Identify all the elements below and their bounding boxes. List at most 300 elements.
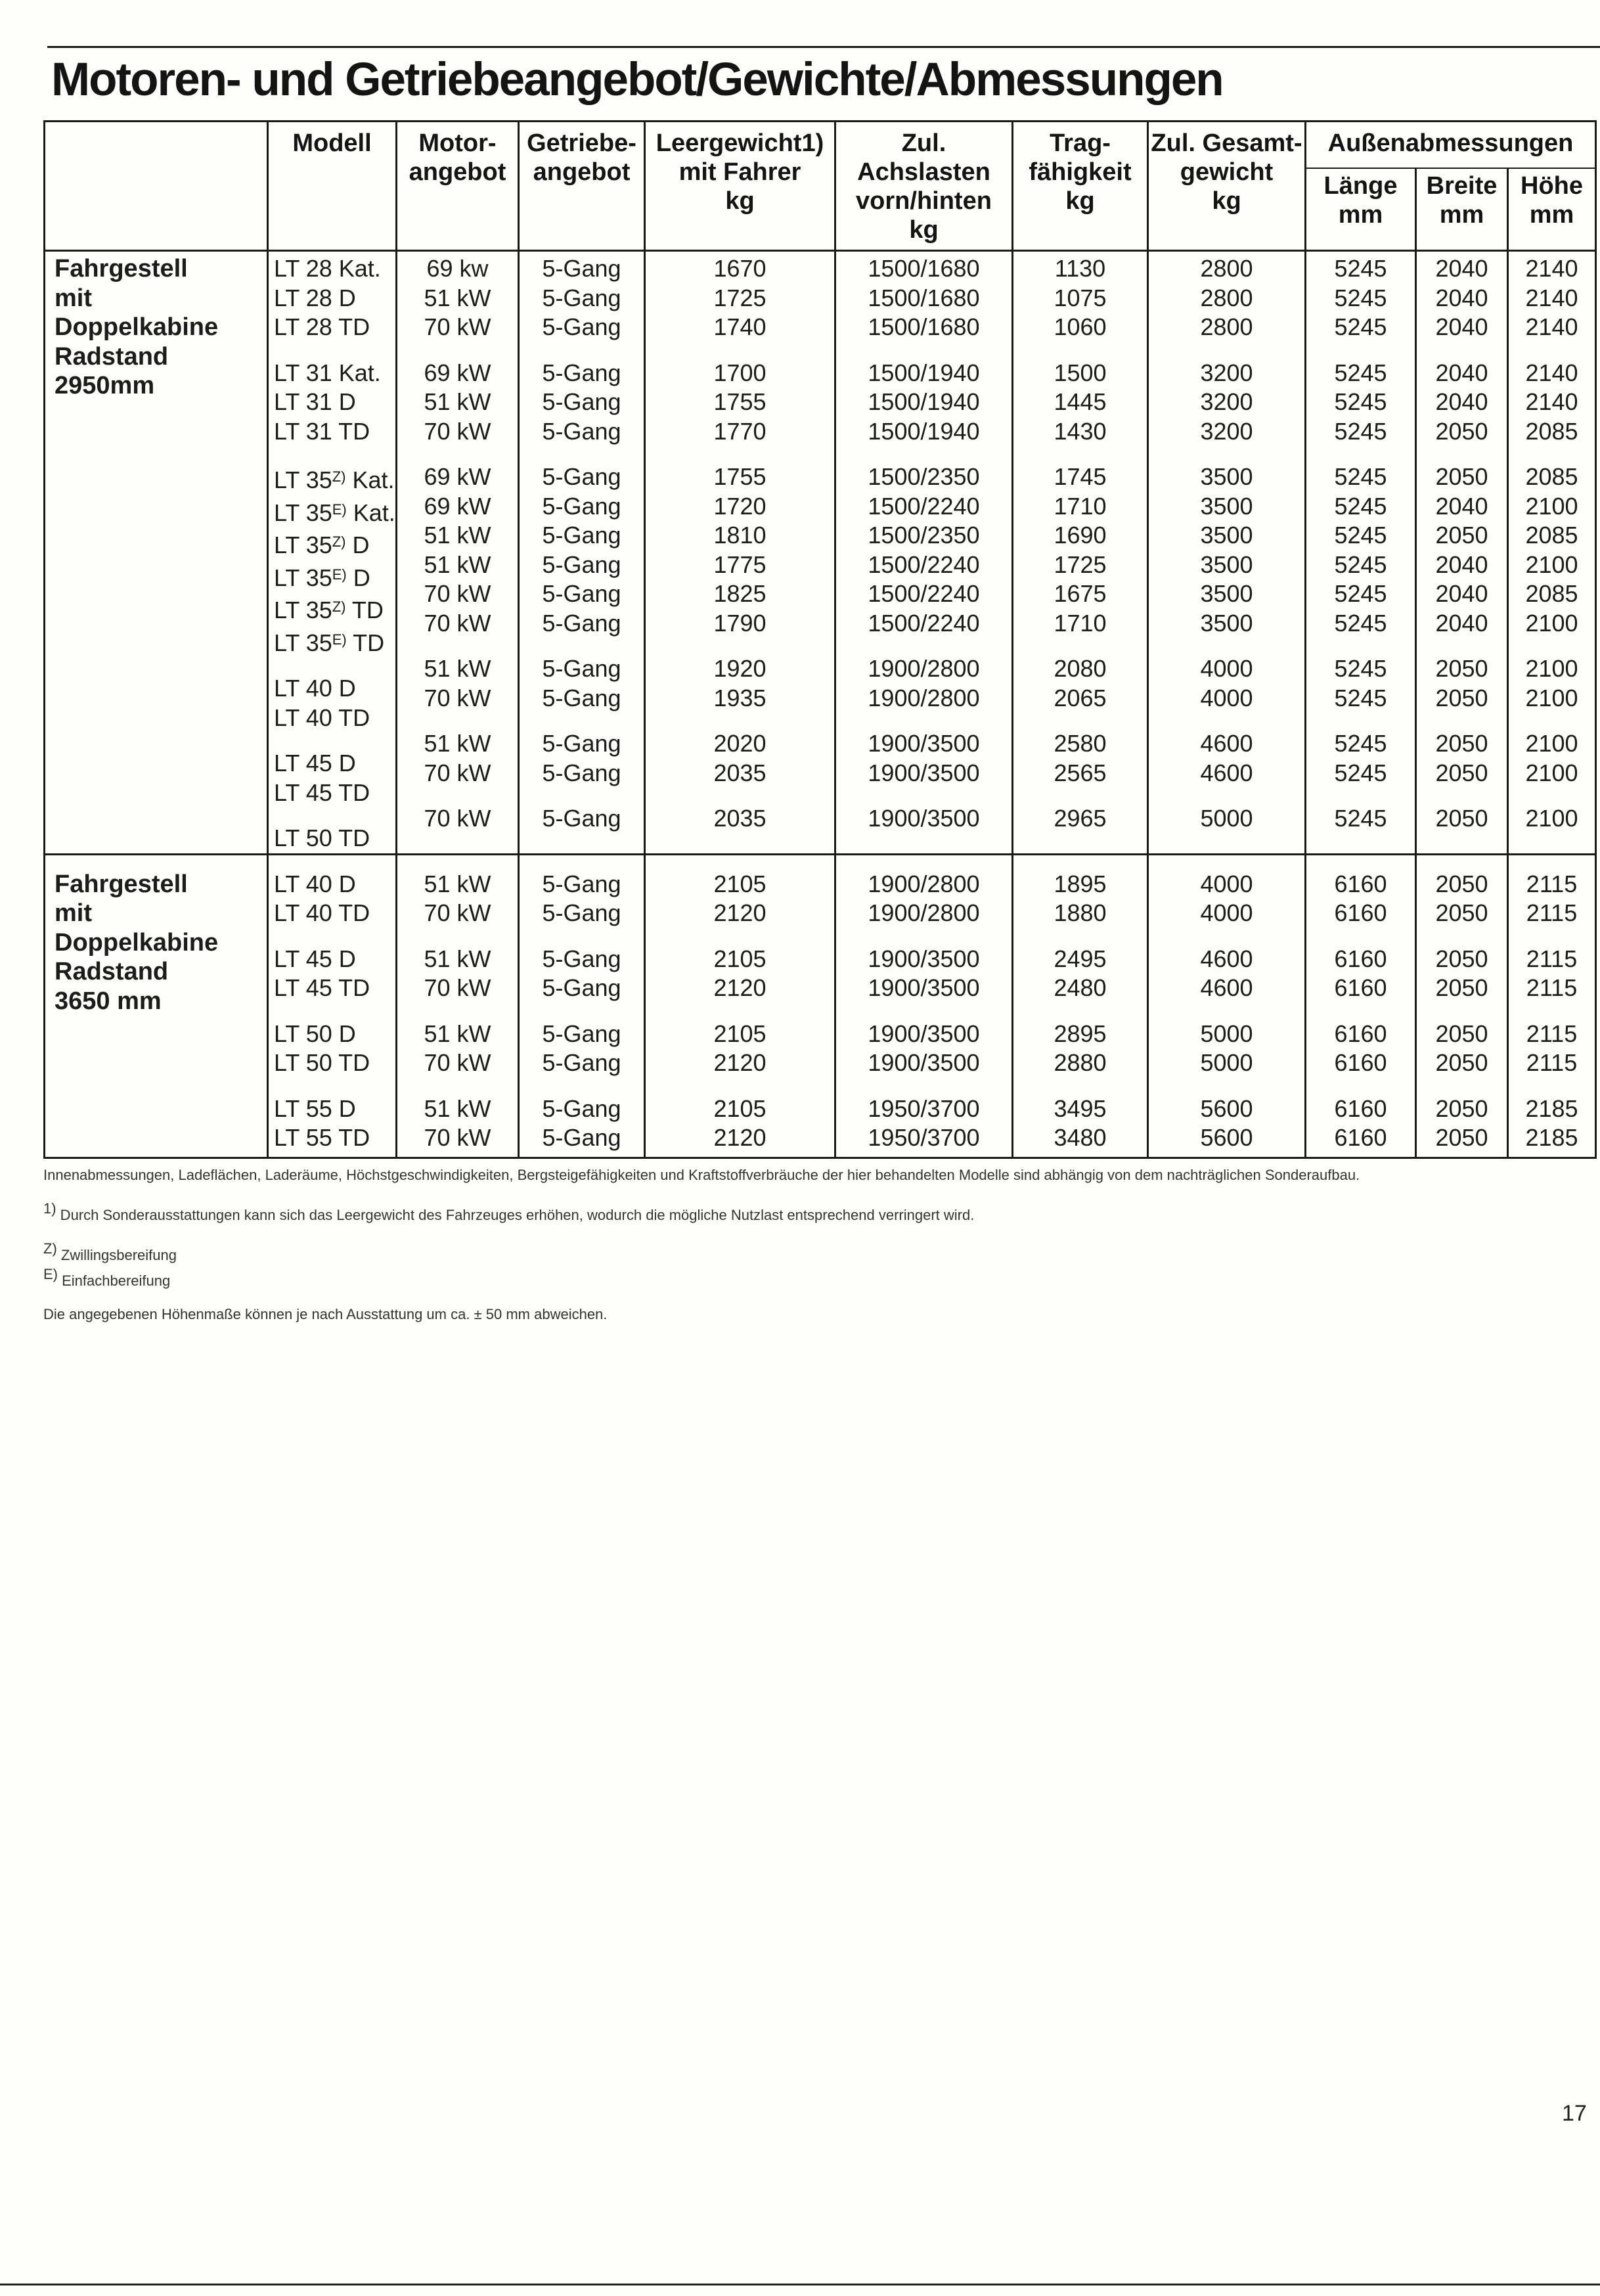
value: 2020 [713,730,767,757]
value: 51 kW [424,284,491,311]
value: 1700 [713,359,767,386]
value: 5-Gang [542,388,621,415]
header-row [45,122,1596,169]
value: 51 kW [424,1094,491,1122]
value: 2185 [1525,1094,1578,1122]
model-label: LT 45 D [274,945,356,972]
value: 1825 [713,580,767,607]
value: 1880 [1054,899,1107,926]
value: 6160 [1334,870,1387,897]
value: 2120 [713,1049,767,1076]
value: 5245 [1334,805,1387,832]
value: 5-Gang [542,463,621,490]
value: 5000 [1200,1020,1253,1047]
value: 6160 [1334,899,1387,926]
motor-cell [397,854,519,1158]
value: 2040 [1435,313,1488,340]
value: 2800 [1200,255,1253,282]
model-label: LT 55 TD [274,1124,370,1151]
value: 2495 [1054,945,1107,972]
model-cell [268,854,397,1158]
value: 2120 [713,1124,767,1151]
header-breite: Breite mm [1416,168,1508,250]
model-label: LT 35$^{Z)}$ D [274,531,370,558]
model-label: LT 28 Kat. [274,255,381,282]
note-zwillingsbereifung: $^{Z)}$ Zwillingsbereifung [43,1240,177,1263]
value: 1500/1940 [868,359,980,386]
section-row [45,854,1596,1158]
value: 51 kW [424,870,491,897]
value: 5245 [1334,522,1387,549]
model-label: LT 40 D [274,675,356,702]
value: 2105 [713,945,767,972]
value: 51 kW [424,730,491,757]
value: 1725 [713,284,767,311]
header-gesamtgewicht: Zul. Gesamt- gewicht kg [1148,122,1306,251]
model-cell [268,251,397,855]
value: 51 kW [424,655,491,682]
value: 6160 [1334,1124,1387,1151]
tragfaehigkeit-cell [1013,854,1148,1158]
value: 3200 [1200,388,1253,415]
value: 2115 [1526,899,1578,926]
value: 1430 [1054,417,1107,445]
value: 4000 [1200,655,1253,682]
value: 2100 [1525,655,1578,682]
note-leergewicht: $^{1)}$ Durch Sonderausstattungen kann sich das Leergewicht des Fahrzeuges erhöhen, wodurch die mögliche Nutzlast entsprechend verringert wird. [43,1200,975,1223]
model-label: LT 35$^{Z)}$ TD [274,597,384,623]
value: 2140 [1525,388,1578,415]
value: 2085 [1525,580,1578,607]
value: 5-Gang [542,255,621,282]
value: 5245 [1334,255,1387,282]
bottom-rule [0,2284,1600,2285]
value: 5-Gang [542,945,621,972]
value: 5-Gang [542,522,621,549]
value: 2050 [1435,655,1488,682]
value: 2050 [1435,1049,1488,1076]
value: 2565 [1054,759,1107,786]
value: 1755 [713,463,767,490]
value: 2140 [1525,313,1578,340]
value: 4600 [1200,974,1253,1001]
value: 5-Gang [542,580,621,607]
value: 1500/2240 [868,580,980,607]
model-label: LT 40 TD [274,704,370,731]
model-label: LT 31 TD [274,417,370,445]
value: 1900/2800 [868,870,980,897]
value: 51 kW [424,1020,491,1047]
top-rule [47,46,1600,48]
model-label: LT 55 D [274,1094,356,1122]
value: 3500 [1200,580,1253,607]
value: 1950/3700 [868,1124,980,1151]
value: 2480 [1054,974,1107,1001]
value: 2040 [1435,492,1488,520]
value: 2120 [713,899,767,926]
value: 5245 [1334,463,1387,490]
breite-cell [1416,854,1508,1158]
value: 1900/2800 [868,684,980,711]
header-tragfaehigkeit: Trag- fähigkeit kg [1013,122,1148,251]
gesamtgewicht-cell [1148,854,1306,1158]
value: 5-Gang [542,655,621,682]
value: 2120 [713,974,767,1001]
value: 70 kW [424,313,491,340]
value: 1670 [713,255,767,282]
value: 5245 [1334,492,1387,520]
value: 6160 [1334,1094,1387,1122]
value: 6160 [1334,974,1387,1001]
value: 2105 [713,1020,767,1047]
value: 5600 [1200,1124,1253,1151]
value: 2040 [1435,255,1488,282]
value: 2140 [1525,284,1578,311]
value: 2050 [1435,417,1488,445]
value: 70 kW [424,609,491,637]
value: 5-Gang [542,730,621,757]
value: 4600 [1200,945,1253,972]
value: 2895 [1054,1020,1107,1047]
header-hoehe: Höhe mm [1508,168,1596,250]
value: 5245 [1334,609,1387,637]
value: 2185 [1525,1124,1578,1151]
value: 5-Gang [542,684,621,711]
section-label: Fahrgestell mit Doppelkabine Radstand 3650 mm [45,854,268,1158]
value: 2085 [1525,417,1578,445]
value: 2100 [1525,609,1578,637]
footnotes [43,1165,1580,1324]
value: 70 kW [424,580,491,607]
model-label: LT 45 TD [274,974,370,1001]
value: 69 kW [424,463,491,490]
value: 69 kw [426,255,489,282]
value: 1900/3500 [868,945,980,972]
value: 2080 [1054,655,1107,682]
laenge-cell [1306,854,1416,1158]
value: 70 kW [424,684,491,711]
value: 1810 [713,522,767,549]
page-number: 17 [1562,2101,1587,2126]
value: 1900/3500 [868,1049,980,1076]
value: 2100 [1525,759,1578,786]
value: 1500/1940 [868,417,980,445]
value: 1740 [713,313,767,340]
tragfaehigkeit-cell [1013,251,1148,855]
value: 70 kW [424,1049,491,1076]
value: 5245 [1334,580,1387,607]
value: 3500 [1200,551,1253,578]
value: 1775 [713,551,767,578]
value: 1790 [713,609,767,637]
header-aussenabmessungen: Außenabmessungen [1306,122,1596,169]
value: 1900/3500 [868,974,980,1001]
value: 3500 [1200,492,1253,520]
value: 2800 [1200,313,1253,340]
getriebe-cell [519,251,645,855]
value: 6160 [1334,1049,1387,1076]
value: 2050 [1435,1020,1488,1047]
value: 1895 [1054,870,1107,897]
value: 2800 [1200,284,1253,311]
value: 1935 [713,684,767,711]
value: 5-Gang [542,759,621,786]
value: 4600 [1200,730,1253,757]
value: 2140 [1525,255,1578,282]
section-row [45,251,1596,855]
value: 5000 [1200,1049,1253,1076]
value: 2050 [1435,522,1488,549]
value: 5-Gang [542,1020,621,1047]
value: 3500 [1200,609,1253,637]
value: 1500/2240 [868,492,980,520]
value: 1745 [1054,463,1107,490]
note-general: Innenabmessungen, Ladeflächen, Laderäume, Höchstgeschwindigkeiten, Bergsteigefähigkeiten und Kraftstoffverbräuche der hier behandelten Modelle sind abhängig von dem nachträglichen Sonderaufbau. [43,1167,1360,1183]
value: 1710 [1054,492,1107,520]
value: 2580 [1054,730,1107,757]
value: 2880 [1054,1049,1107,1076]
value: 3495 [1054,1094,1107,1122]
leergewicht-cell [645,854,835,1158]
value: 1900/3500 [868,730,980,757]
value: 6160 [1334,1020,1387,1047]
value: 1900/3500 [868,805,980,832]
section-label: Fahrgestell mit Doppelkabine Radstand 2950mm [45,251,268,855]
value: 2050 [1435,974,1488,1001]
note-einfachbereifung: $^{E)}$ Einfachbereifung [43,1266,171,1289]
value: 5-Gang [542,284,621,311]
value: 2040 [1435,284,1488,311]
value: 2050 [1435,1094,1488,1122]
value: 2050 [1435,463,1488,490]
value: 5-Gang [542,974,621,1001]
model-label: LT 45 TD [274,778,370,806]
value: 1500/1680 [868,284,980,311]
value: 70 kW [424,1124,491,1151]
value: 5245 [1334,359,1387,386]
section-radstand-3650 [45,854,1596,1158]
value: 2100 [1525,684,1578,711]
value: 5-Gang [542,870,621,897]
model-label: LT 35$^{E)}$ Kat. [274,499,395,526]
value: 1060 [1054,313,1107,340]
value: 5600 [1200,1094,1253,1122]
value: 5-Gang [542,313,621,340]
value: 2085 [1525,522,1578,549]
header-modell: Modell [268,122,397,251]
value: 2115 [1526,974,1578,1001]
value: 2105 [713,870,767,897]
value: 3480 [1054,1124,1107,1151]
value: 1710 [1054,609,1107,637]
value: 1075 [1054,284,1107,311]
value: 2040 [1435,388,1488,415]
value: 2100 [1525,551,1578,578]
value: 1500/2350 [868,463,980,490]
laenge-cell [1306,251,1416,855]
value: 1445 [1054,388,1107,415]
model-label: LT 50 TD [274,1049,370,1076]
value: 2050 [1435,684,1488,711]
model-label: LT 40 TD [274,899,370,926]
value: 2100 [1525,805,1578,832]
value: 2105 [713,1094,767,1122]
value: 1900/2800 [868,899,980,926]
model-label: LT 50 TD [274,824,370,851]
value: 5245 [1334,313,1387,340]
hoehe-cell [1508,251,1596,855]
value: 1500/1680 [868,313,980,340]
value: 2040 [1435,551,1488,578]
value: 6160 [1334,945,1387,972]
header-leergewicht: Leergewicht1) mit Fahrer kg [645,122,835,251]
value: 2085 [1525,463,1578,490]
value: 70 kW [424,974,491,1001]
header-empty [45,122,268,251]
value: 51 kW [424,388,491,415]
value: 70 kW [424,417,491,445]
gesamtgewicht-cell [1148,251,1306,855]
leergewicht-cell [645,251,835,855]
value: 5-Gang [542,805,621,832]
value: 51 kW [424,522,491,549]
value: 1500/1940 [868,388,980,415]
value: 1500/2240 [868,609,980,637]
value: 2035 [713,805,767,832]
value: 1770 [713,417,767,445]
value: 2050 [1435,1124,1488,1151]
model-label: LT 35$^{E)}$ D [274,564,370,591]
value: 5245 [1334,655,1387,682]
value: 5-Gang [542,609,621,637]
value: 5-Gang [542,1049,621,1076]
value: 3200 [1200,417,1253,445]
value: 2050 [1435,870,1488,897]
value: 1725 [1054,551,1107,578]
value: 5-Gang [542,899,621,926]
value: 2050 [1435,759,1488,786]
value: 2050 [1435,899,1488,926]
value: 1900/2800 [868,655,980,682]
motor-cell [397,251,519,855]
value: 1900/3500 [868,1020,980,1047]
value: 5245 [1334,730,1387,757]
note-hoehenmasse: Die angegebenen Höhenmaße können je nach Ausstattung um ca. ± 50 mm abweichen. [43,1306,608,1322]
value: 70 kW [424,759,491,786]
value: 5000 [1200,805,1253,832]
value: 5-Gang [542,359,621,386]
model-label: LT 31 D [274,388,356,415]
value: 5-Gang [542,1124,621,1151]
value: 1690 [1054,522,1107,549]
value: 5245 [1334,388,1387,415]
value: 1500/2350 [868,522,980,549]
value: 1920 [713,655,767,682]
model-label: LT 40 D [274,870,356,897]
value: 5-Gang [542,551,621,578]
hoehe-cell [1508,854,1596,1158]
value: 5245 [1334,551,1387,578]
value: 5245 [1334,284,1387,311]
value: 4600 [1200,759,1253,786]
value: 2035 [713,759,767,786]
value: 3200 [1200,359,1253,386]
value: 1130 [1054,255,1106,282]
value: 3500 [1200,463,1253,490]
model-label: LT 50 D [274,1020,356,1047]
model-label: LT 45 D [274,750,356,777]
model-label: LT 28 TD [274,313,370,340]
value: 51 kW [424,945,491,972]
value: 1900/3500 [868,759,980,786]
value: 2050 [1435,945,1488,972]
header-getriebe: Getriebe- angebot [519,122,645,251]
getriebe-cell [519,854,645,1158]
value: 2050 [1435,730,1488,757]
value: 4000 [1200,870,1253,897]
value: 1950/3700 [868,1094,980,1122]
value: 1675 [1054,580,1107,607]
value: 2115 [1526,1049,1578,1076]
value: 3500 [1200,522,1253,549]
section-radstand-2950 [45,251,1596,855]
value: 1500/2240 [868,551,980,578]
value: 2040 [1435,609,1488,637]
value: 1755 [713,388,767,415]
value: 2140 [1525,359,1578,386]
achslasten-cell [835,854,1013,1158]
value: 5-Gang [542,492,621,520]
header-motor: Motor- angebot [397,122,519,251]
value: 5-Gang [542,1094,621,1122]
model-label: LT 28 D [274,284,356,311]
header-laenge: Länge mm [1306,168,1416,250]
value: 2100 [1525,730,1578,757]
value: 69 kW [424,492,491,520]
value: 5245 [1334,684,1387,711]
value: 70 kW [424,899,491,926]
value: 2065 [1054,684,1107,711]
achslasten-cell [835,251,1013,855]
value: 70 kW [424,805,491,832]
model-label: LT 35$^{E)}$ TD [274,629,385,656]
value: 5245 [1334,417,1387,445]
value: 2100 [1525,492,1578,520]
value: 4000 [1200,899,1253,926]
header-achslasten: Zul. Achslasten vorn/hinten kg [835,122,1013,251]
model-label: LT 31 Kat. [274,359,381,386]
value: 2115 [1526,1020,1578,1047]
value: 51 kW [424,551,491,578]
value: 1720 [713,492,767,520]
page-title: Motoren- und Getriebeangebot/Gewichte/Abmessungen [51,54,1223,106]
value: 4000 [1200,684,1253,711]
value: 69 kW [424,359,491,386]
value: 2050 [1435,805,1488,832]
value: 5245 [1334,759,1387,786]
model-label: LT 35$^{Z)}$ Kat. [274,466,395,493]
value: 2115 [1526,870,1578,897]
value: 2040 [1435,580,1488,607]
value: 2115 [1526,945,1578,972]
value: 1500 [1054,359,1107,386]
breite-cell [1416,251,1508,855]
value: 2965 [1054,805,1107,832]
value: 1500/1680 [868,255,980,282]
value: 2040 [1435,359,1488,386]
spec-table [43,120,1597,1159]
value: 5-Gang [542,417,621,445]
